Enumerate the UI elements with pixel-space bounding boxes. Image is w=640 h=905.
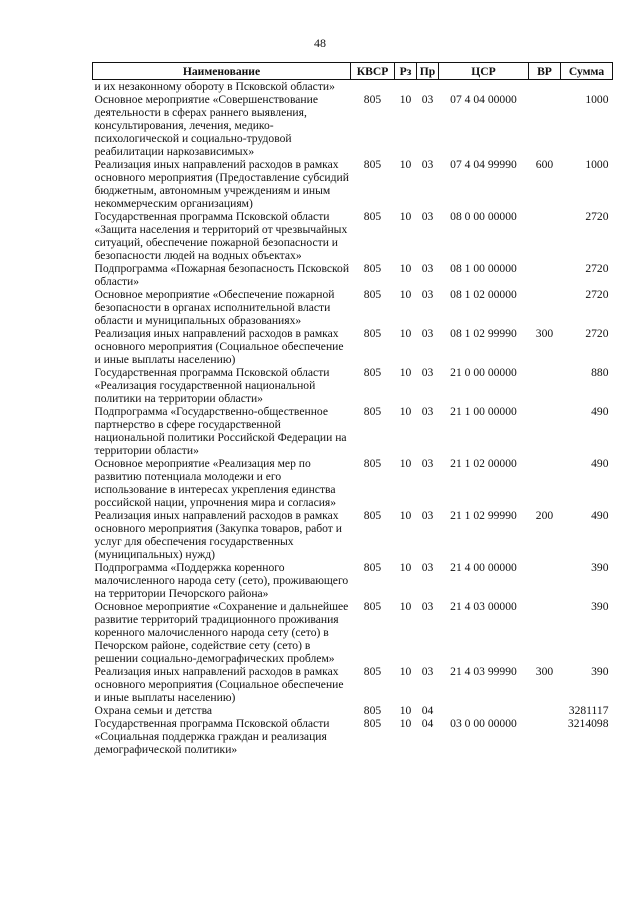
cell-vr: [529, 405, 561, 457]
cell-vr: [529, 717, 561, 756]
cell-csr: 21 4 03 99990: [450, 665, 517, 678]
cell-name: Реализация иных направлений расходов в рамках основного мероприятия (Предоставление субсидий бюджетным, автономным учреждениям и иным некоммерческим организациям): [94, 158, 349, 210]
cell-csr: [439, 704, 529, 717]
cell-pr: 03: [421, 366, 434, 379]
cell-vr: [529, 80, 561, 94]
cell-pr: 03: [421, 288, 434, 301]
cell-name: Государственная программа Псковской области «Социальная поддержка граждан и реализация демографической политики»: [94, 717, 330, 756]
cell-rz: 10: [399, 600, 412, 613]
cell-vr: 200: [535, 509, 554, 522]
header-vr: ВР: [529, 63, 561, 80]
cell-kvsr: 805: [363, 158, 382, 171]
cell-pr: 03: [421, 327, 434, 340]
cell-name: Основное мероприятие «Сохранение и дальнейшее развитие территорий традиционного проживания коренного малочисленного народа сету (сето) в Печорском районе, содействие сету (сето) в решении социально-демографических проблем»: [94, 600, 349, 665]
table-row: [93, 509, 613, 561]
cell-vr: [529, 704, 561, 717]
table-row: [93, 158, 613, 210]
cell-kvsr: 805: [363, 457, 382, 470]
cell-sum: 490: [591, 509, 609, 522]
cell-vr: [529, 288, 561, 327]
header-sum: Сумма: [561, 63, 613, 80]
cell-pr: 04: [421, 717, 434, 730]
header-pr: Пр: [417, 63, 439, 80]
header-kvsr: КВСР: [351, 63, 395, 80]
cell-sum: 2720: [585, 288, 609, 301]
table-body: [93, 80, 613, 757]
cell-pr: 04: [421, 704, 434, 717]
cell-pr: 03: [421, 93, 434, 106]
cell-kvsr: 805: [363, 665, 382, 678]
cell-sum: 390: [591, 561, 609, 574]
cell-kvsr: 805: [363, 288, 382, 301]
table-row: [93, 288, 613, 327]
cell-name: Реализация иных направлений расходов в рамках основного мероприятия (Закупка товаров, работ и услуг для обеспечения государственных (муниципальных) нужд): [94, 509, 342, 561]
cell-kvsr: 805: [363, 704, 382, 717]
table-row: [93, 210, 613, 262]
table-row: [93, 717, 613, 756]
cell-csr: 21 1 00 00000: [450, 405, 517, 418]
cell-csr: 08 1 02 99990: [450, 327, 517, 340]
cell-sum: 490: [591, 457, 609, 470]
cell-vr: [529, 366, 561, 405]
cell-kvsr: 805: [363, 366, 382, 379]
cell-sum: 1000: [585, 158, 609, 171]
cell-name: Основное мероприятие «Обеспечение пожарной безопасности в органах исполнительной власти области и муниципальных образованиях»: [94, 288, 335, 327]
table-row: [93, 600, 613, 665]
cell-rz: 10: [399, 288, 412, 301]
cell-kvsr: 805: [363, 262, 382, 275]
cell-kvsr: 805: [363, 561, 382, 574]
cell-pr: 03: [421, 600, 434, 613]
table-row: [93, 561, 613, 600]
cell-sum: 3214098: [567, 717, 609, 730]
cell-pr: 03: [421, 405, 434, 418]
cell-name: Государственная программа Псковской области «Реализация государственной национальной политики на территории области»: [94, 366, 330, 405]
cell-rz: 10: [399, 665, 412, 678]
cell-vr: [529, 262, 561, 288]
header-name: Наименование: [93, 63, 351, 80]
cell-sum: 2720: [585, 210, 609, 223]
table-row: [93, 405, 613, 457]
cell-sum: 3281117: [568, 704, 609, 717]
table-row: [93, 457, 613, 509]
cell-pr: 03: [421, 457, 434, 470]
cell-vr: [529, 210, 561, 262]
cell-name: Основное мероприятие «Реализация мер по развитию потенциала молодежи и его использование в интересах укрепления единства российской нации, упрочнения мира и согласия»: [94, 457, 337, 509]
cell-vr: [529, 561, 561, 600]
cell-name: и их незаконному обороту в Псковской области»: [94, 80, 335, 93]
cell-rz: 10: [399, 561, 412, 574]
cell-csr: [439, 80, 529, 94]
cell-rz: 10: [399, 457, 412, 470]
cell-csr: 21 4 00 00000: [450, 561, 517, 574]
cell-sum: 390: [591, 600, 609, 613]
cell-name: Реализация иных направлений расходов в рамках основного мероприятия (Социальное обеспечение и иные выплаты населению): [94, 327, 344, 366]
cell-rz: 10: [399, 327, 412, 340]
cell-kvsr: 805: [363, 600, 382, 613]
cell-sum: 1000: [585, 93, 609, 106]
cell-sum: 2720: [585, 262, 609, 275]
cell-pr: 03: [421, 561, 434, 574]
cell-csr: 21 4 03 00000: [450, 600, 517, 613]
cell-csr: 21 1 02 99990: [450, 509, 517, 522]
cell-name: Охрана семьи и детства: [94, 704, 213, 717]
cell-sum: 2720: [585, 327, 609, 340]
cell-vr: [529, 600, 561, 665]
cell-rz: [395, 80, 417, 94]
cell-kvsr: 805: [363, 93, 382, 106]
cell-pr: 03: [421, 210, 434, 223]
cell-vr: [529, 457, 561, 509]
cell-name: Подпрограмма «Государственно-общественное партнерство в сфере государственной национальной политики Российской Федерации на территории области»: [94, 405, 347, 457]
cell-kvsr: 805: [363, 405, 382, 418]
header-rz: Рз: [395, 63, 417, 80]
cell-csr: 07 4 04 00000: [450, 93, 517, 106]
table-row: [93, 704, 613, 717]
cell-pr: 03: [421, 262, 434, 275]
cell-vr: 300: [535, 327, 554, 340]
cell-name: Реализация иных направлений расходов в рамках основного мероприятия (Социальное обеспечение и иные выплаты населению): [94, 665, 344, 704]
cell-name: Подпрограмма «Поддержка коренного малочисленного народа сету (сето), проживающего на территории Печорского района»: [94, 561, 349, 600]
cell-csr: 08 0 00 00000: [450, 210, 517, 223]
cell-rz: 10: [399, 210, 412, 223]
cell-name: Государственная программа Псковской области «Защита населения и территорий от чрезвычайных ситуаций, обеспечение пожарной безопасности и безопасности людей на водных объектах»: [94, 210, 348, 262]
cell-name: Подпрограмма «Пожарная безопасность Псковской области»: [94, 262, 350, 288]
cell-csr: 21 1 02 00000: [450, 457, 517, 470]
cell-rz: 10: [399, 717, 412, 730]
table-row: [93, 262, 613, 288]
table-row: [93, 366, 613, 405]
cell-csr: 21 0 00 00000: [450, 366, 517, 379]
cell-rz: 10: [399, 405, 412, 418]
cell-csr: 03 0 00 00000: [450, 717, 517, 730]
cell-pr: [417, 80, 439, 94]
cell-kvsr: [351, 80, 395, 94]
budget-table: [92, 62, 613, 756]
cell-pr: 03: [421, 509, 434, 522]
cell-vr: 300: [535, 665, 554, 678]
cell-kvsr: 805: [363, 210, 382, 223]
cell-vr: [529, 93, 561, 158]
cell-rz: 10: [399, 158, 412, 171]
cell-sum: 490: [591, 405, 609, 418]
cell-pr: 03: [421, 665, 434, 678]
cell-csr: 08 1 00 00000: [450, 262, 517, 275]
cell-rz: 10: [399, 704, 412, 717]
cell-rz: 10: [399, 366, 412, 379]
cell-kvsr: 805: [363, 327, 382, 340]
cell-sum: [561, 80, 613, 94]
cell-rz: 10: [399, 509, 412, 522]
cell-pr: 03: [421, 158, 434, 171]
cell-vr: 600: [535, 158, 554, 171]
cell-kvsr: 805: [363, 509, 382, 522]
cell-sum: 880: [591, 366, 609, 379]
table-row: [93, 665, 613, 704]
cell-csr: 08 1 02 00000: [450, 288, 517, 301]
cell-rz: 10: [399, 93, 412, 106]
cell-kvsr: 805: [363, 717, 382, 730]
cell-sum: 390: [591, 665, 609, 678]
table-header: [93, 63, 613, 80]
cell-csr: 07 4 04 99990: [450, 158, 517, 171]
cell-rz: 10: [399, 262, 412, 275]
page-number: 48: [314, 36, 326, 50]
table-row: [93, 80, 613, 94]
table-row: [93, 327, 613, 366]
table-row: [93, 93, 613, 158]
header-csr: ЦСР: [439, 63, 529, 80]
cell-name: Основное мероприятие «Совершенствование деятельности в сферах раннего выявления, консультирования, лечения, медико-психологической и социально-трудовой реабилитации наркозависимых»: [94, 93, 318, 158]
